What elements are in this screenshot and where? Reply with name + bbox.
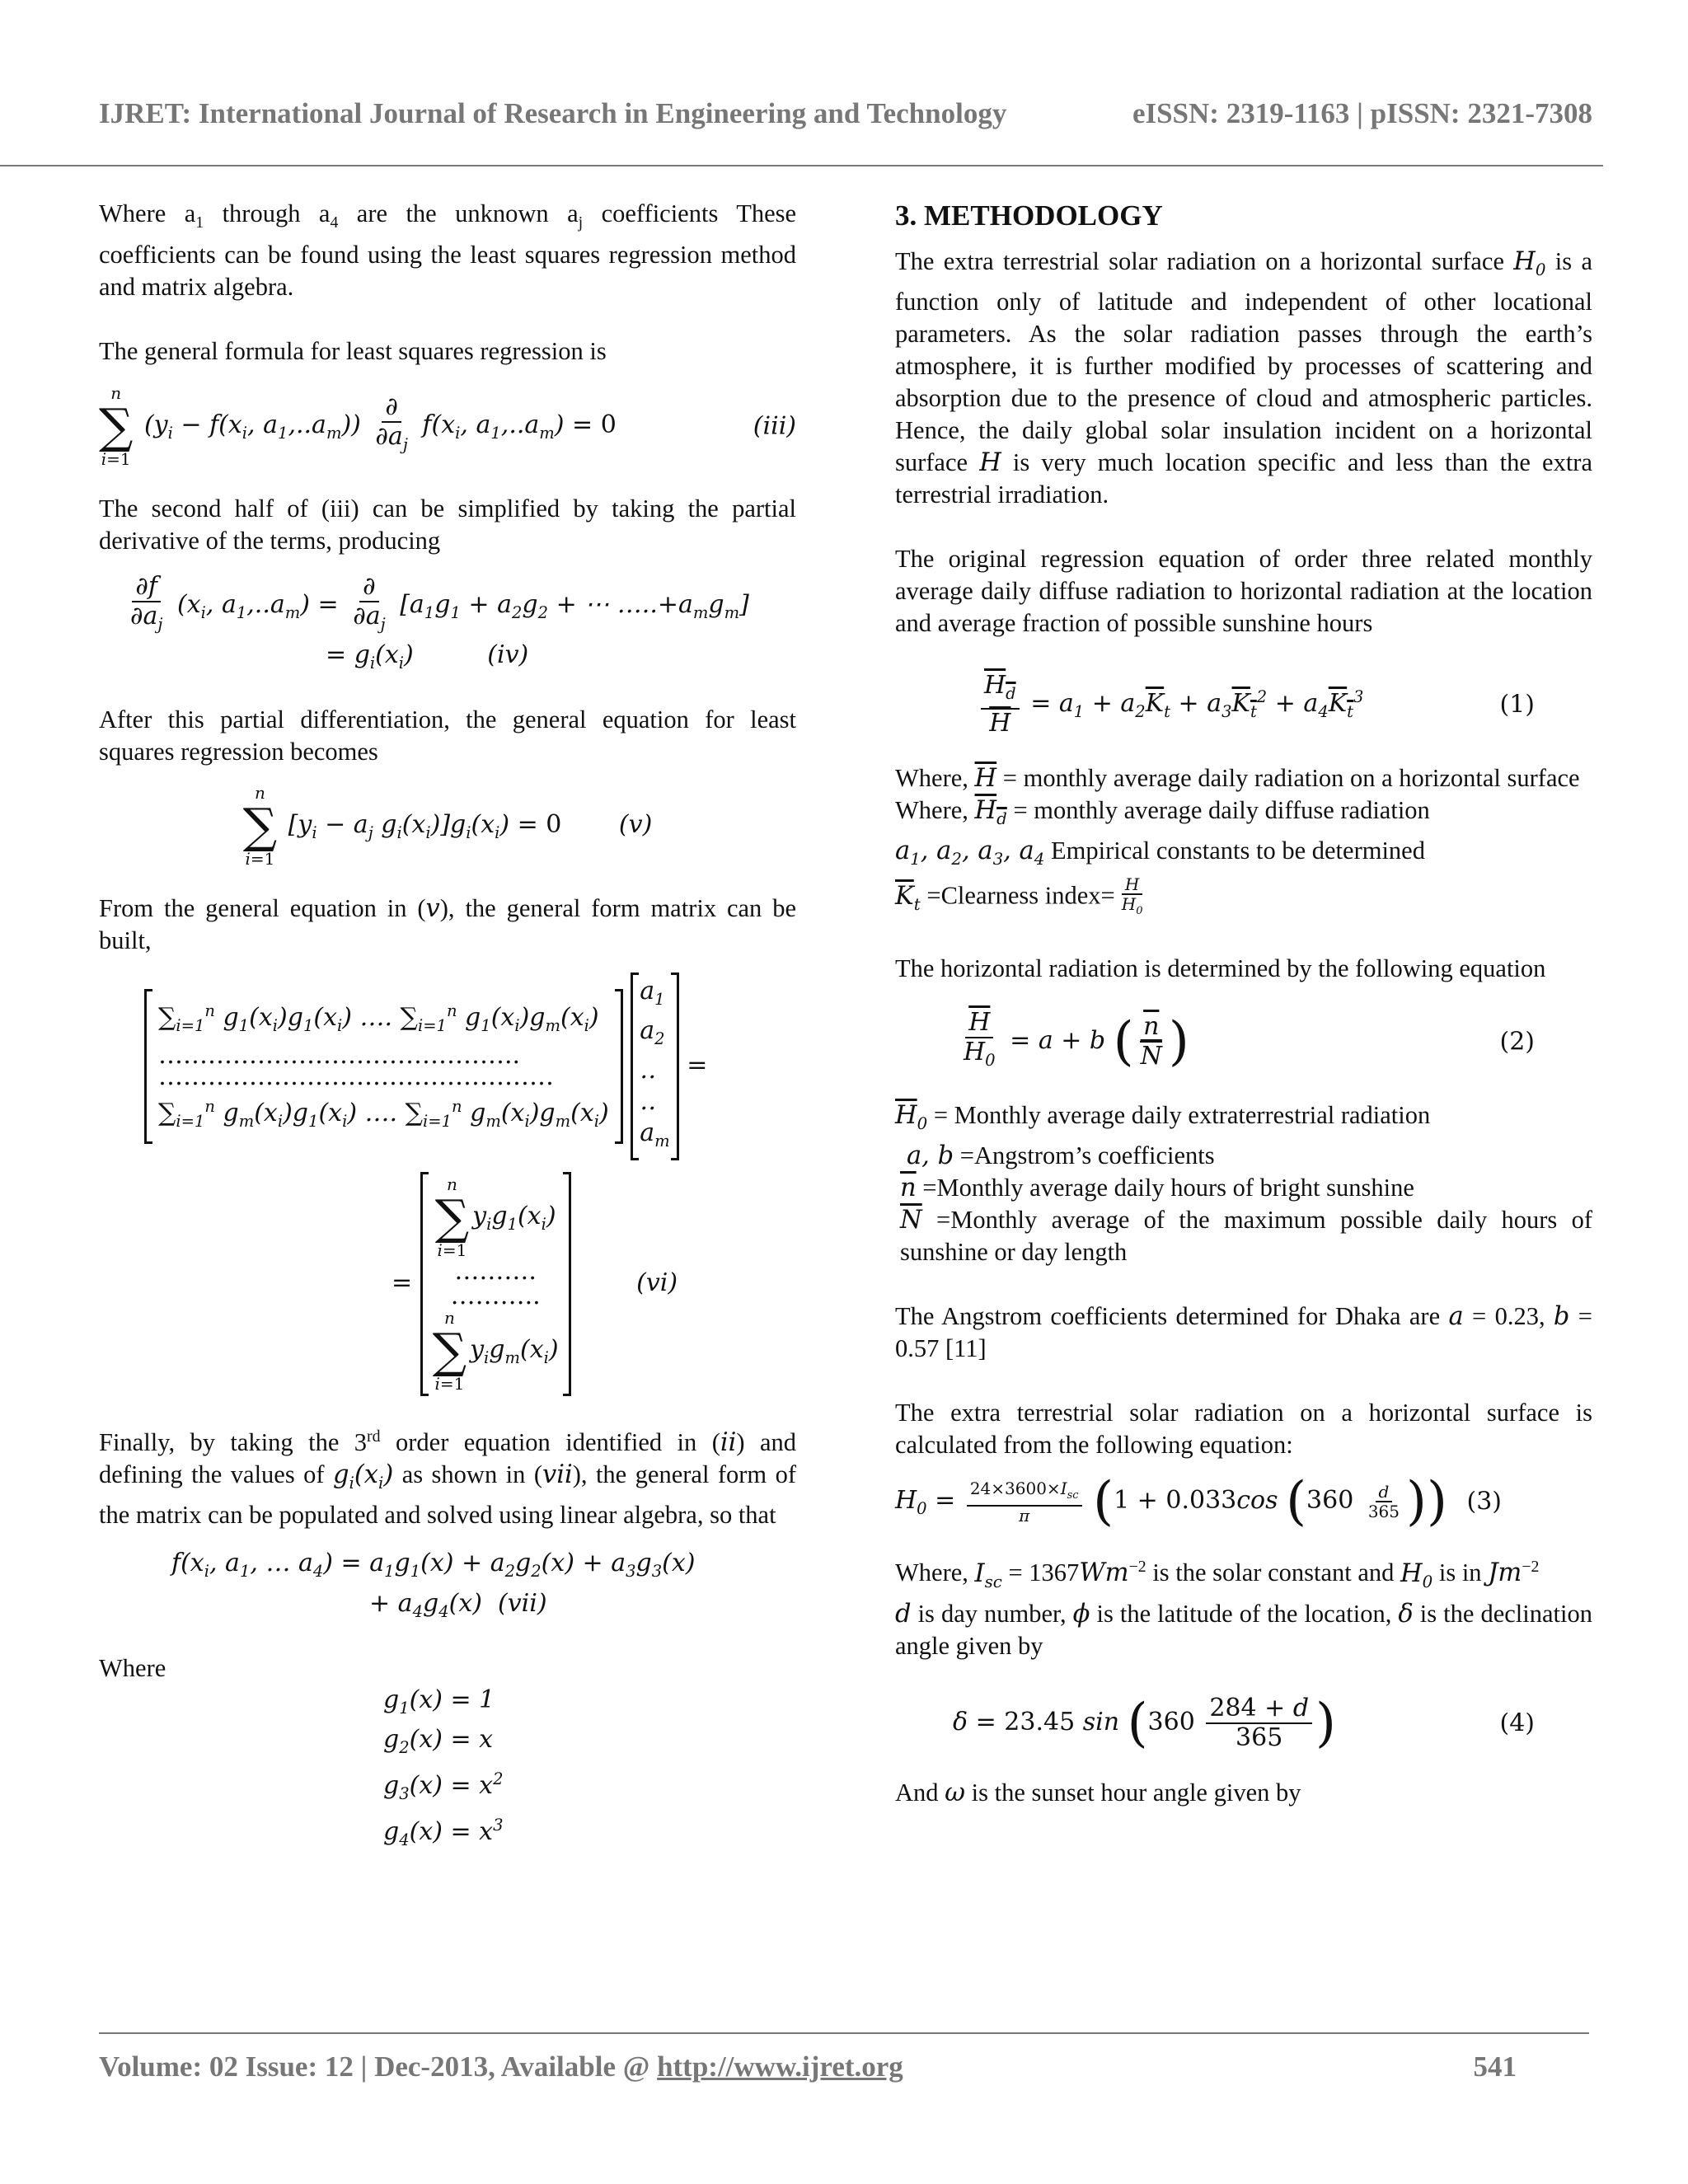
right-column (895, 198, 1592, 1841)
equation-v: n ∑ i=1 [$y_i - a_j$ $g_i(x_i)]g_i(x_i) = 0$ (v) (242, 783, 653, 869)
equation-vi: $\sum_{i=1}^n$ $g_1(x_i)g_1(x_i)$ …. $\sum_{i=1}^n$ $g_1(x_i)g_m(x_i)$ …………………………………….. ………………………………………… $\sum_{i=1}^n$ $g_m(x_i)g_1(x_i)$ …. $\sum_{i=1}^n$ $g_m(x_i)g_m(x_i)$ $a_1$ $a_2$ ‥ ‥ $a_m$ = = n ∑ i=1 $y_ig_1(x_i)$ ………. ……….. n ∑ i=1 $y_ig_m(x_i)$ (vi) (99, 972, 796, 1396)
paragraph: Where (99, 1654, 166, 1683)
definition: Empirical constants to be determined (1050, 837, 1425, 865)
definition: monthly average daily diffuse radiation (1034, 796, 1430, 825)
definition: Clearness index= (940, 881, 1115, 910)
journal-link[interactable]: http://www.ijret.org (657, 2050, 903, 2083)
matrix-g: $\sum_{i=1}^n$ $g_1(x_i)g_1(x_i)$ …. $\sum_{i=1}^n$ $g_1(x_i)g_m(x_i)$ …………………………………….. ………………………………………… $\sum_{i=1}^n$ $g_m(x_i)g_1(x_i)$ …. $\sum_{i=1}^n$ $g_m(x_i)g_m(x_i)$ (144, 989, 623, 1144)
matrix-y: n ∑ i=1 $y_ig_1(x_i)$ ………. ……….. n ∑ i=1 $y_ig_m(x_i)$ (420, 1172, 571, 1396)
section-heading: 3. METHODOLOGY (895, 199, 1163, 232)
running-footer (99, 2050, 1517, 2083)
definition: Monthly average daily extraterrestrial radiation (954, 1101, 1431, 1130)
paragraph: And ω is the sunset hour angle given by (895, 1778, 1301, 1807)
paragraph: The second half of (iii) can be simplified by taking the partial derivative of the terms, producing (99, 494, 796, 555)
page-number: 541 (1473, 2050, 1517, 2083)
left-column (99, 198, 796, 1881)
definitions-2: $\overline{H}_0$ = Monthly average daily extraterrestrial radiation a, b =Angstrom’s coefficients $\overline{n}$ =Monthly average daily hours of bright sunshine $\overline{N}$ =Monthly average of the maximum possible daily hours of sunshine or day length (895, 1101, 1592, 1267)
equation-number: (iii) (753, 411, 796, 441)
paragraph: Where, $I_{sc} = 1367Wm^{-2}$ is the solar constant and $H_0$ is in $Jm^{-2}$ (895, 1558, 1540, 1591)
paragraph: The general formula for least squares regression is (99, 337, 607, 366)
issn: eISSN: 2319-1163 | pISSN: 2321-7308 (1132, 97, 1592, 129)
equation-iii: n ∑ i=1 ($y_i - f(x_i$, $a_1,..a_m$)) $\frac{\partial}{\partial a_j}$ $f(x_i$, $a_1,..a_m) = 0$ (iii) (99, 383, 796, 470)
footer-rule (99, 2032, 1589, 2034)
journal-title: IJRET: International Journal of Research in Engineering and Technology (99, 97, 1007, 129)
equation-number: (1) (1499, 690, 1535, 719)
equation-number: (vi) (636, 1268, 678, 1298)
equation-number: (iv) (487, 640, 529, 670)
equation-2: $\frac{\overline{H}}{H_0}$ = a + b ( $\frac{\overline{n}}{N}$ ) (2) (964, 1008, 1535, 1073)
paragraph: The original regression equation of order three related monthly average daily diffuse radiation to horizontal radiation at the location and average fraction of possible sunshine hours (895, 545, 1592, 638)
definition: Monthly average daily hours of bright sunshine (936, 1174, 1414, 1202)
g-definitions: $g_1(x) = 1$ $g_2(x) = x$ $g_3(x) = x^2$ $g_4(x) = x^3$ (383, 1685, 504, 1850)
equation-number: (v) (618, 810, 653, 840)
definition: Monthly average of the maximum possible daily hours of sunshine or day length (900, 1206, 1592, 1267)
paragraph: From the general equation in (v), the general form matrix can be built, (99, 894, 796, 955)
equation-number: (vii) (498, 1589, 547, 1619)
equation-number: (4) (1499, 1708, 1535, 1738)
paragraph: The horizontal radiation is determined by the following equation (895, 954, 1546, 983)
paragraph: d is day number, ϕ is the latitude of the location, δ is the declination angle given by (895, 1599, 1592, 1660)
equation-3: $H_0$ = $\frac{24\times 3600\times I_{sc}}{\pi}$ (1 + 0.033cos (360 $\frac{d}{365}$ )) (3) (895, 1471, 1502, 1533)
paragraph: The extra terrestrial solar radiation on a horizontal surface $H_0$ is a function only of latitude and independent of other locational parameters. As the solar radiation passes through the earth’s atmosphere, it is further modified by processes of scattering and absorption due to the presence of cloud and atmospheric particles. Hence, the daily global solar insulation incident on a horizontal surface H is very much location specific and less than the extra terrestrial irradiation. (895, 247, 1592, 509)
definition: Angstrom’s coefficients (973, 1141, 1215, 1170)
paragraph: After this partial differentiation, the general equation for least squares regression becomes (99, 705, 796, 766)
equation-number: (2) (1499, 1027, 1535, 1057)
header-rule (0, 165, 1603, 166)
paragraph: The Angstrom coefficients determined for Dhaka are a = 0.23, b = 0.57 [11] (895, 1302, 1593, 1363)
volume-info: Volume: 02 Issue: 12 | Dec-2013, Available @ (99, 2050, 658, 2083)
paragraph: The extra terrestrial solar radiation on a horizontal surface is calculated from the following equation: (895, 1399, 1592, 1460)
running-header (99, 97, 1592, 130)
equation-4: δ = 23.45 sin (360 $\frac{284 + d}{365}$ ) (4) (953, 1692, 1535, 1754)
paragraph: Where $a_1$ through $a_4$ are the unknown $a_j$ coefficients These coefficients can be found using the least squares regression method and matrix algebra. (99, 199, 797, 302)
equation-1: $\frac{H_d}{H}$ = $a_1 + a_2\overline{K}_t + a_3K_t^2 + a_4K_t^3$ (1) (895, 672, 1592, 738)
definitions-1: Where, $\overline{H}$ = monthly average daily radiation on a horizontal surface Where, $H_d$ = monthly average daily diffuse radiation $a_1$, $a_2$, $a_3$, $a_4$ Empirical constants to be determined $\overline{K}_t$ =Clearness index= $\frac{H}{H_0}$ (895, 764, 1580, 918)
equation-iv: $\frac{\partial f}{\partial a_j}$ ($x_i$, $a_1,..a_m$) = $\frac{\partial}{\partial a_j}$ [$a_1g_1 + a_2g_2$ + ⋯ $\dots..+a_mg_m$] = $g_i(x_i)$ (iv) (130, 572, 749, 673)
equation-number: (3) (1466, 1487, 1502, 1516)
definition: monthly average daily radiation on a horizontal surface (1023, 764, 1580, 793)
equation-vii: $f(x_i$, $a_1$, … $a_4) = a_1g_1(x) + a_2g_2(x) + a_3g_3(x)$ + $a_4g_4(x)$ (vii) (171, 1549, 696, 1622)
matrix-a: $a_1$ $a_2$ ‥ ‥ $a_m$ (631, 972, 678, 1160)
paragraph: Finally, by taking the 3rd order equation identified in (ii) and defining the values of $g_i(x_i)$ as shown in (vii), the general form of the matrix can be populated and solved using linear algebra, so that (99, 1427, 797, 1530)
